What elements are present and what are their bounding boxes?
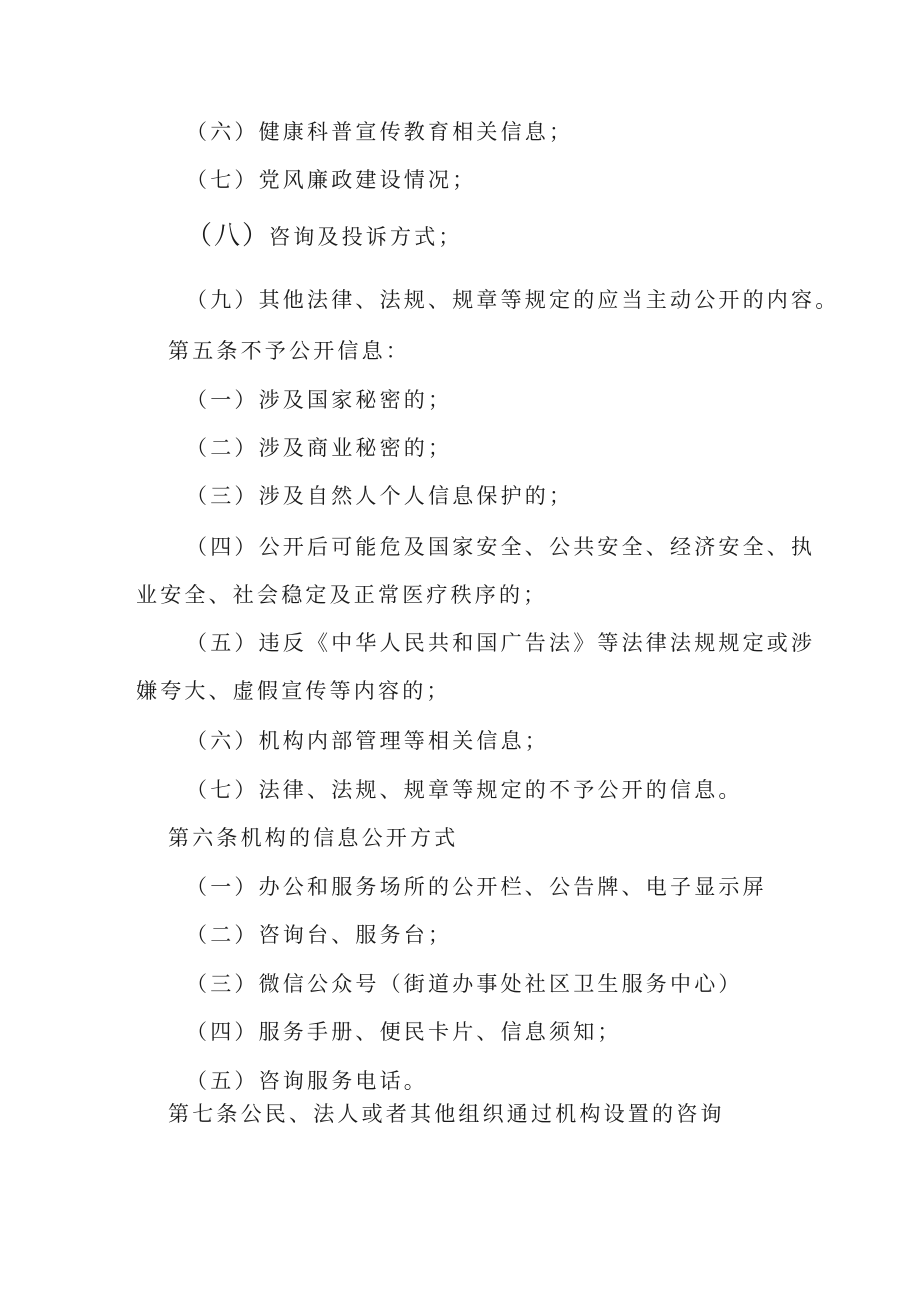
article-5-item-7: （七）法律、法规、规章等规定的不予公开的信息。 <box>186 778 743 802</box>
article-5-item-5-line-2: 嫌夸大、虚假宣传等内容的； <box>136 679 451 703</box>
item-6-health-education: （六）健康科普宣传教育相关信息； <box>186 120 574 144</box>
article-5-item-4-line-2: 业安全、社会稳定及正常医疗秩序的； <box>136 583 548 607</box>
article-7-heading: 第七条公民、法人或者其他组织通过机构设置的咨询 <box>168 1102 725 1126</box>
article-6-item-4: （四）服务手册、便民卡片、信息须知； <box>186 1020 622 1044</box>
article-6-heading: 第六条机构的信息公开方式 <box>168 826 459 850</box>
item-8-number: （八） <box>186 221 271 251</box>
item-8-consultation: 咨询及投诉方式； <box>269 225 463 249</box>
article-6-item-3: （三）微信公众号（街道办事处社区卫生服务中心） <box>186 972 743 996</box>
article-5-item-3: （三）涉及自然人个人信息保护的； <box>186 484 574 508</box>
article-5-heading: 第五条不予公开信息： <box>168 339 410 363</box>
article-6-item-2: （二）咨询台、服务台； <box>186 923 453 947</box>
article-5-item-1: （一）涉及国家秘密的； <box>186 388 453 412</box>
article-5-item-6: （六）机构内部管理等相关信息； <box>186 729 549 753</box>
article-5-item-5-line-1: （五）违反《中华人民共和国广告法》等法律法规规定或涉 <box>186 631 816 655</box>
article-5-item-4-line-1: （四）公开后可能危及国家安全、公共安全、经济安全、执 <box>186 535 816 559</box>
item-9-other-content: （九）其他法律、法规、规章等规定的应当主动公开的内容。 <box>186 288 840 312</box>
article-6-item-1: （一）办公和服务场所的公开栏、公告牌、电子显示屏 <box>186 875 767 899</box>
item-7-party-integrity: （七）党风廉政建设情况； <box>186 168 477 192</box>
article-5-item-2: （二）涉及商业秘密的； <box>186 436 453 460</box>
article-6-item-5: （五）咨询服务电话。 <box>186 1069 428 1093</box>
